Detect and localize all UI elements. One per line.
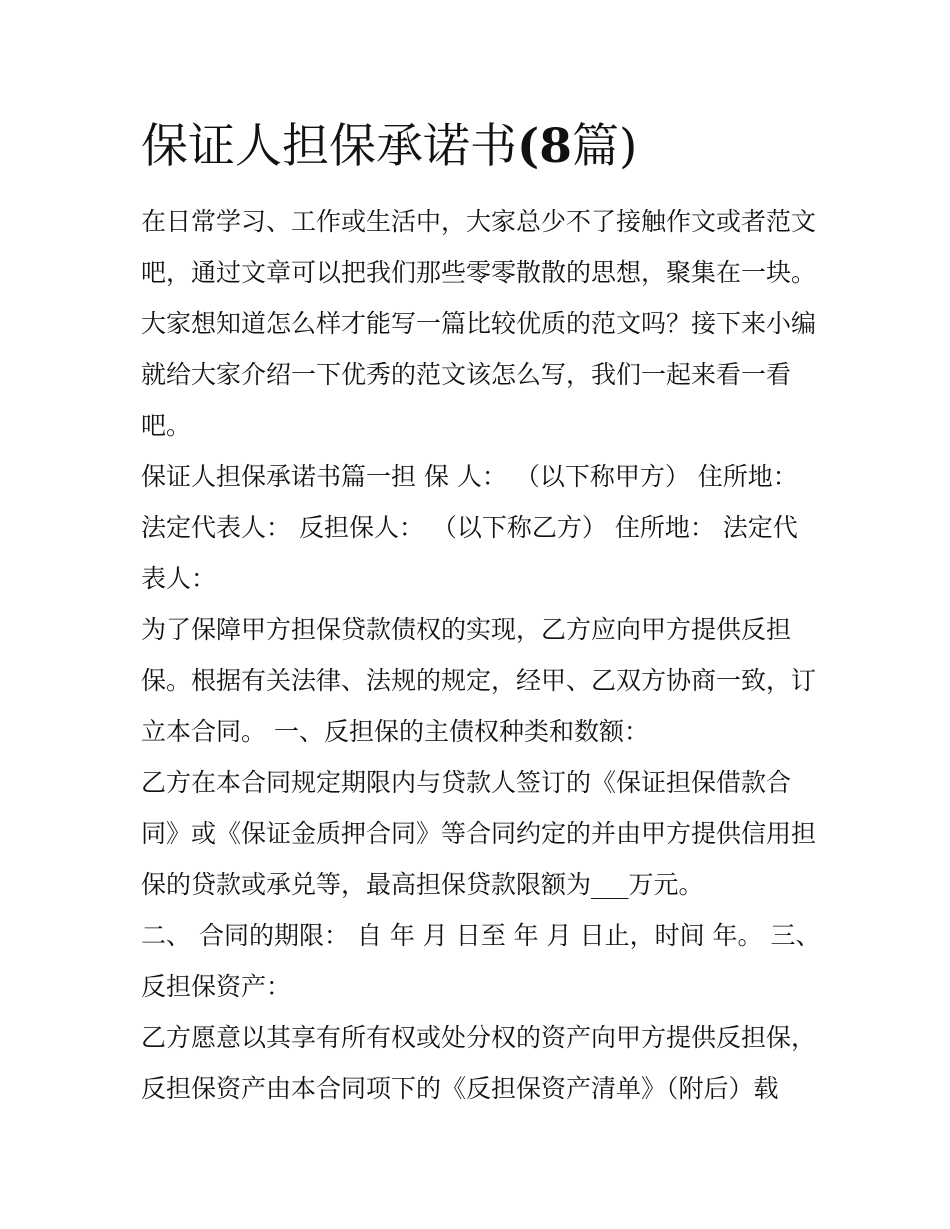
body-line: 吧，通过文章可以把我们那些零零散散的思想，聚集在一块。 (141, 258, 817, 287)
body-line: 大家想知道怎么样才能写一篇比较优质的范文吗？接下来小编 (141, 309, 817, 338)
body-line: 为了保障甲方担保贷款债权的实现，乙方应向甲方提供反担 (141, 615, 792, 644)
body-line: 法定代表人： 反担保人： （以下称乙方） 住所地： 法定代 (141, 513, 798, 542)
body-line: 吧。 (141, 411, 192, 440)
title-prefix: 保证人担保承诺书 (141, 119, 517, 174)
body-line: 在日常学习、工作或生活中，大家总少不了接触作文或者范文 (141, 207, 817, 236)
body-line: 表人： (141, 564, 217, 593)
title-suffix: 篇) (571, 119, 638, 174)
document-title (141, 118, 637, 176)
body-line: 立本合同。 一、反担保的主债权种类和数额： (141, 717, 649, 746)
body-line: 乙方愿意以其享有所有权或处分权的资产向甲方提供反担保， (141, 1023, 817, 1052)
body-line: 反担保资产： (141, 972, 292, 1001)
title-count: 8 (539, 119, 572, 174)
body-line: 反担保资产由本合同项下的《反担保资产清单》（附后）载 (141, 1074, 779, 1103)
body-line: 二、 合同的期限： 自 年 月 日至 年 月 日止，时间 年。 三、 (141, 921, 821, 950)
body-line: 同》或《保证金质押合同》等合同约定的并由甲方提供信用担 (141, 819, 817, 848)
body-line: 保证人担保承诺书篇一担 保 人： （以下称甲方） 住所地： (141, 462, 798, 491)
body-line: 乙方在本合同规定期限内与贷款人签订的《保证担保借款合 (141, 768, 792, 797)
body-line: 保。根据有关法律、法规的规定，经甲、乙双方协商一致，订 (141, 666, 817, 695)
body-line: 就给大家介绍一下优秀的范文该怎么写，我们一起来看一看 (141, 360, 792, 389)
body-line: 保的贷款或承兑等，最高担保贷款限额为___万元。 (141, 870, 704, 899)
title-open-paren: ( (517, 119, 540, 174)
